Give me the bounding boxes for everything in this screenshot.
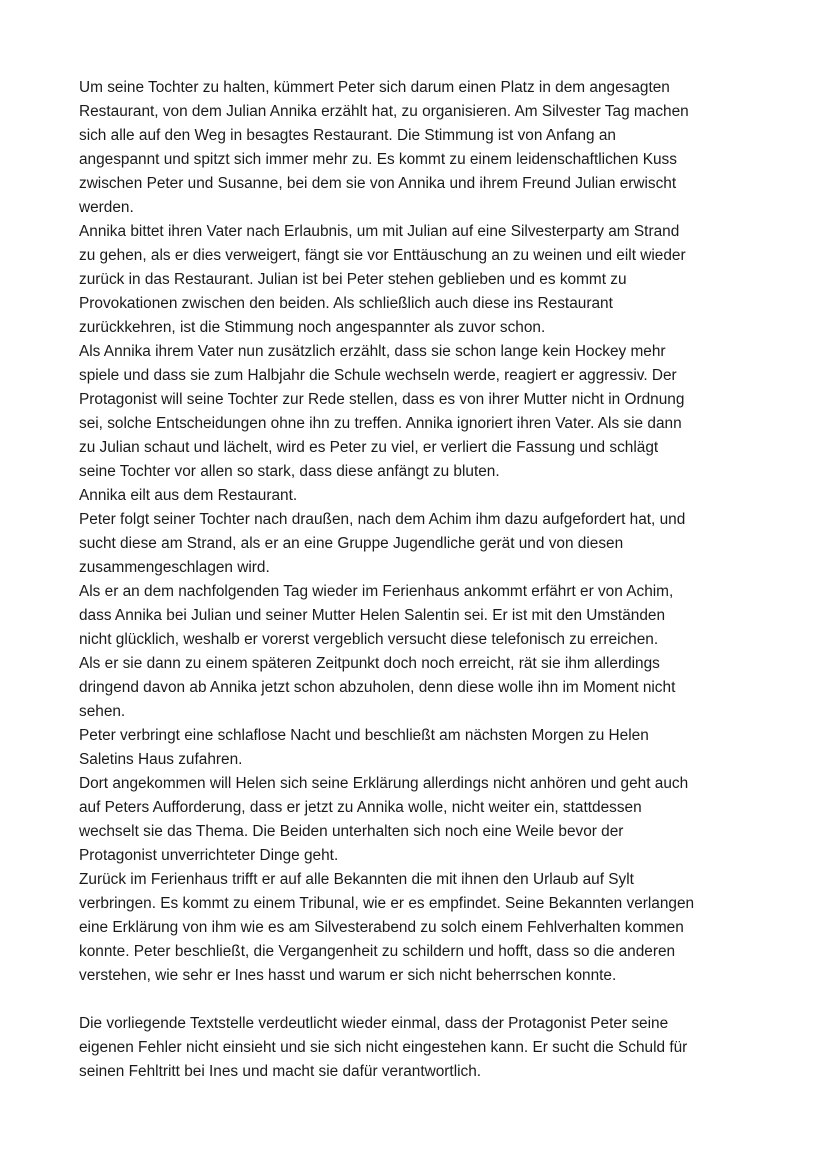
text-line: zusammengeschlagen wird. bbox=[79, 559, 270, 576]
text-line: werden. bbox=[79, 199, 134, 216]
text-line: Restaurant, von dem Julian Annika erzählt hat, zu organisieren. Am Silvester Tag machen bbox=[79, 103, 689, 120]
text-line: seinen Fehltritt bei Ines und macht sie dafür verantwortlich. bbox=[79, 1063, 482, 1080]
text-line: angespannt und spitzt sich immer mehr zu. Es kommt zu einem leidenschaftlichen Kuss bbox=[79, 151, 677, 168]
text-line: Als er sie dann zu einem späteren Zeitpunkt doch noch erreicht, rät sie ihm allerdings bbox=[79, 655, 660, 672]
text-line: wechselt sie das Thema. Die Beiden unterhalten sich noch eine Weile bevor der bbox=[79, 823, 624, 840]
text-line: Annika bittet ihren Vater nach Erlaubnis, um mit Julian auf eine Silvesterparty am Strand bbox=[79, 223, 680, 240]
paragraph bbox=[79, 76, 779, 220]
paragraph bbox=[79, 772, 779, 868]
text-line: auf Peters Aufforderung, dass er jetzt zu Annika wolle, nicht weiter ein, stattdessen bbox=[79, 799, 642, 816]
document-page bbox=[79, 76, 779, 1084]
text-line: Peter verbringt eine schlaflose Nacht und beschließt am nächsten Morgen zu Helen bbox=[79, 727, 649, 744]
paragraph bbox=[79, 484, 779, 508]
paragraph bbox=[79, 580, 779, 652]
text-line: eigenen Fehler nicht einsieht und sie sich nicht eingestehen kann. Er sucht die Schuld für bbox=[79, 1039, 688, 1056]
text-line: verbringen. Es kommt zu einem Tribunal, wie er es empfindet. Seine Bekannten verlangen bbox=[79, 895, 695, 912]
text-line: dringend davon ab Annika jetzt schon abzuholen, denn diese wolle ihn im Moment nicht bbox=[79, 679, 676, 696]
text-line: Um seine Tochter zu halten, kümmert Peter sich darum einen Platz in dem angesagten bbox=[79, 79, 670, 96]
text-line: zwischen Peter und Susanne, bei dem sie von Annika und ihrem Freund Julian erwischt bbox=[79, 175, 677, 192]
paragraph bbox=[79, 652, 779, 724]
text-line: Als Annika ihrem Vater nun zusätzlich erzählt, dass sie schon lange kein Hockey mehr bbox=[79, 343, 666, 360]
text-line: Peter folgt seiner Tochter nach draußen, nach dem Achim ihm dazu aufgefordert hat, und bbox=[79, 511, 686, 528]
text-line: spiele und dass sie zum Halbjahr die Schule wechseln werde, reagiert er aggressiv. Der bbox=[79, 367, 677, 384]
text-line: zurück in das Restaurant. Julian ist bei Peter stehen geblieben und es kommt zu bbox=[79, 271, 627, 288]
text-line: sich alle auf den Weg in besagtes Restaurant. Die Stimmung ist von Anfang an bbox=[79, 127, 616, 144]
text-line: zurückkehren, ist die Stimmung noch angespannter als zuvor schon. bbox=[79, 319, 546, 336]
text-line: sehen. bbox=[79, 703, 126, 720]
text-line: eine Erklärung von ihm wie es am Silvesterabend zu solch einem Fehlverhalten kommen bbox=[79, 919, 684, 936]
text-line: nicht glücklich, weshalb er vorerst vergeblich versucht diese telefonisch zu erreichen. bbox=[79, 631, 659, 648]
text-line: sucht diese am Strand, als er an eine Gruppe Jugendliche gerät und von diesen bbox=[79, 535, 624, 552]
text-line: Protagonist unverrichteter Dinge geht. bbox=[79, 847, 339, 864]
text-line: seine Tochter vor allen so stark, dass diese anfängt zu bluten. bbox=[79, 463, 500, 480]
paragraph bbox=[79, 868, 779, 988]
paragraph bbox=[79, 220, 779, 340]
paragraph bbox=[79, 340, 779, 484]
text-line: zu Julian schaut und lächelt, wird es Peter zu viel, er verliert die Fassung und schlägt bbox=[79, 439, 659, 456]
text-line: konnte. Peter beschließt, die Vergangenheit zu schildern und hofft, dass so die anderen bbox=[79, 943, 676, 960]
text-line: Annika eilt aus dem Restaurant. bbox=[79, 487, 298, 504]
text-line: dass Annika bei Julian und seiner Mutter Helen Salentin sei. Er ist mit den Umständen bbox=[79, 607, 666, 624]
text-line: Zurück im Ferienhaus trifft er auf alle Bekannten die mit ihnen den Urlaub auf Sylt bbox=[79, 871, 634, 888]
text-line: Als er an dem nachfolgenden Tag wieder im Ferienhaus ankommt erfährt er von Achim, bbox=[79, 583, 674, 600]
text-line: Dort angekommen will Helen sich seine Erklärung allerdings nicht anhören und geht auch bbox=[79, 775, 689, 792]
paragraph-gap bbox=[79, 988, 779, 1012]
text-line: Provokationen zwischen den beiden. Als schließlich auch diese ins Restaurant bbox=[79, 295, 613, 312]
text-line: zu gehen, als er dies verweigert, fängt sie vor Enttäuschung an zu weinen und eilt wieder bbox=[79, 247, 686, 264]
paragraph bbox=[79, 508, 779, 580]
text-line: Protagonist will seine Tochter zur Rede stellen, dass es von ihrer Mutter nicht in Ordnung bbox=[79, 391, 685, 408]
paragraph bbox=[79, 1012, 779, 1084]
text-line: verstehen, wie sehr er Ines hasst und warum er sich nicht beherrschen konnte. bbox=[79, 967, 617, 984]
text-line: sei, solche Entscheidungen ohne ihn zu treffen. Annika ignoriert ihren Vater. Als sie dann bbox=[79, 415, 682, 432]
text-line: Saletins Haus zufahren. bbox=[79, 751, 243, 768]
text-line: Die vorliegende Textstelle verdeutlicht wieder einmal, dass der Protagonist Peter seine bbox=[79, 1015, 669, 1032]
paragraph bbox=[79, 724, 779, 772]
